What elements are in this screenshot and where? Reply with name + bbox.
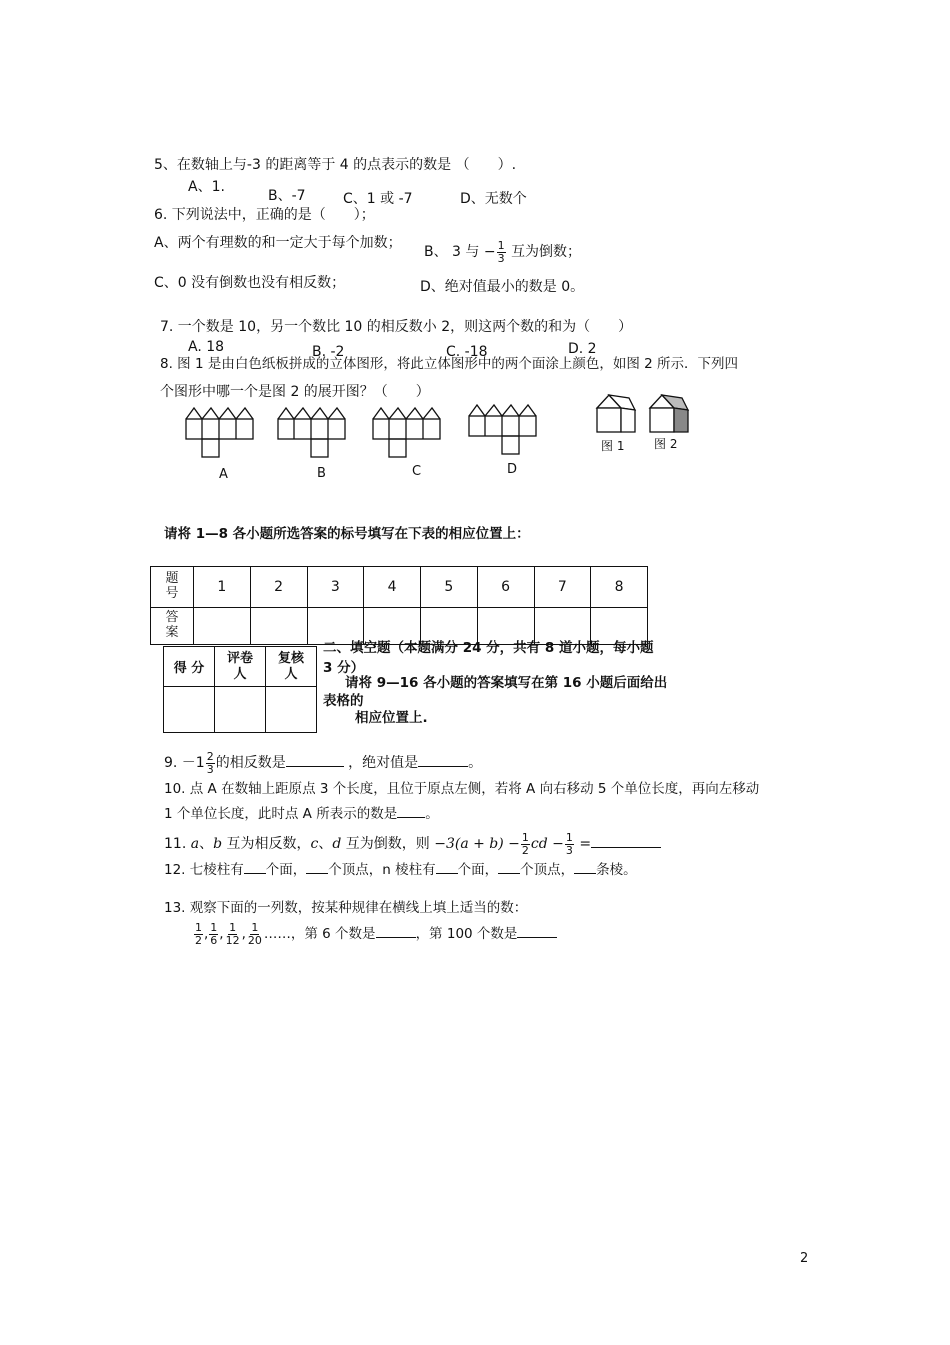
q12-blank-3[interactable]	[436, 873, 458, 874]
q6-option-a: A、两个有理数的和一定大于每个加数；	[154, 235, 402, 251]
q13-fraction: $\frac{1}{12}$	[225, 921, 240, 947]
answer-table-header-answer: 答 案	[151, 608, 194, 645]
q10-line1: 10. 点 A 在数轴上距原点 3 个长度，且位于原点左侧，若将 A 向右移动 5 个单位长度，再向左移动	[164, 781, 760, 797]
q11-half-numerator: 1	[521, 831, 529, 844]
q13-blank-6th[interactable]	[376, 937, 416, 938]
q11-var-d: d	[332, 836, 342, 853]
q8-line2: 个图形中哪一个是图 2 的展开图？（ ）	[160, 384, 430, 400]
q10-line2	[164, 808, 439, 822]
q7-option-c: C. -18	[446, 344, 488, 360]
q9-fraction	[206, 751, 215, 775]
q12-part5: 个顶点，	[520, 862, 575, 878]
answer-cell[interactable]	[364, 608, 421, 645]
q7-option-d: D. 2	[568, 341, 597, 357]
q10-end: 。	[425, 806, 439, 822]
q12-part4: 个面，	[457, 862, 499, 878]
q12-part6: 条棱。	[596, 862, 637, 878]
q11-var-a: a	[190, 836, 200, 853]
q11-sep1: 、	[199, 836, 214, 853]
q11-cd-term: cd −	[530, 836, 564, 853]
section2-line1: 二、填空题（本题满分 24 分，共有 8 道小题，每小题	[323, 640, 654, 656]
q11-third-denominator: 3	[565, 843, 573, 857]
q6-fraction-numerator: 1	[497, 239, 505, 252]
q13-stem: 13. 观察下面的一列数，按某种规律在横线上填上适当的数：	[164, 900, 528, 916]
section2-line3: 请将 9—16 各小题的答案填写在第 16 小题后面给出	[345, 675, 668, 691]
score-header: 得 分	[164, 647, 215, 687]
q9-fraction-numerator: 2	[206, 750, 214, 763]
answer-table-number: 7	[534, 567, 591, 608]
section2-line4: 表格的	[323, 693, 364, 709]
q13-ellipsis: ……，第 6 个数是	[263, 926, 376, 943]
net-figure-b	[277, 405, 352, 460]
q12-part3: 个顶点，n 棱柱有	[328, 862, 436, 878]
q10-blank[interactable]	[397, 817, 425, 818]
q11-half-denominator: 2	[521, 843, 529, 857]
answer-table-number: 4	[364, 567, 421, 608]
q12-blank-2[interactable]	[306, 873, 328, 874]
q11-var-c: c	[310, 836, 319, 853]
q11-sep2: 、	[318, 836, 333, 853]
answer-instruction: 请将 1—8 各小题所选答案的标号填写在下表的相应位置上：	[164, 526, 530, 542]
grader-header: 评卷 人	[215, 647, 266, 687]
q6-fraction	[497, 240, 506, 264]
q13-blank-100th[interactable]	[517, 937, 557, 938]
q12-blank-1[interactable]	[244, 873, 266, 874]
q9-post2: 。	[468, 755, 483, 772]
q11-text2: 互为倒数，则	[341, 836, 430, 853]
section2-line2: 3 分）	[323, 660, 365, 676]
q7-option-b: B. -2	[312, 344, 345, 360]
q7-stem: 7. 一个数是 10，另一个数比 10 的相反数小 2，则这两个数的和为（ ）	[160, 319, 633, 335]
net-label-b: B	[317, 466, 326, 481]
q12-blank-5[interactable]	[574, 873, 596, 874]
answer-table-answer-row	[151, 608, 648, 645]
q13-sequence: $\frac{1}{2}$ , $\frac{1}{6}$ , $\frac{1}{12}$ , $\frac{1}{20}$ ……，第 6 个数是 ，第 100 个数是	[193, 922, 557, 946]
score-table-header-row	[164, 647, 317, 687]
q13-fraction: $\frac{1}{6}$	[210, 921, 218, 947]
q12	[164, 864, 637, 878]
score-table	[163, 646, 317, 733]
net-label-c: C	[412, 464, 422, 479]
reviewer-cell[interactable]	[266, 687, 317, 733]
figure-1-label: 图 1	[601, 439, 625, 453]
answer-cell[interactable]	[307, 608, 364, 645]
net-figure-d	[468, 402, 543, 457]
q11-third-fraction	[565, 832, 574, 856]
answer-table-number-row	[151, 567, 648, 608]
answer-cell[interactable]	[421, 608, 478, 645]
q9	[164, 751, 482, 775]
q6-option-b-sign: −	[483, 244, 496, 261]
answer-table-number: 3	[307, 567, 364, 608]
q6-stem: 6. 下列说法中，正确的是（ ）；	[154, 207, 375, 223]
net-label-d: D	[507, 462, 518, 477]
section2-line5: 相应位置上.	[355, 710, 428, 726]
q5-option-a: A、1.	[188, 179, 225, 195]
answer-table-number: 6	[477, 567, 534, 608]
answer-cell[interactable]	[591, 608, 648, 645]
net-label-a: A	[219, 467, 228, 482]
answer-cell[interactable]	[250, 608, 307, 645]
q8-line1: 8. 图 1 是由白色纸板拼成的立体图形，将此立体图形中的两个面涂上颜色，如图 2 所示．下列四	[160, 356, 739, 372]
answer-table-number: 5	[421, 567, 478, 608]
q9-blank-opposite[interactable]	[286, 766, 344, 767]
grader-cell[interactable]	[215, 687, 266, 733]
answer-table-number: 1	[194, 567, 251, 608]
q11-prefix: 11.	[164, 836, 187, 853]
q5-option-b: B、-7	[268, 188, 306, 204]
q12-blank-4[interactable]	[498, 873, 520, 874]
q6-option-c: C、0 没有倒数也没有相反数；	[154, 275, 346, 291]
q9-blank-absolute[interactable]	[418, 766, 468, 767]
figure-2-solid	[648, 392, 693, 437]
q5-option-d: D、无数个	[460, 191, 527, 207]
q6-fraction-denominator: 3	[497, 251, 505, 265]
q6-option-b-prefix: B、 3 与	[424, 244, 480, 261]
q11-blank[interactable]	[591, 847, 661, 848]
q6-option-b	[424, 240, 581, 264]
answer-table	[150, 566, 648, 645]
figure-2-label: 图 2	[654, 437, 678, 451]
q9-fraction-denominator: 3	[206, 762, 214, 776]
q6-option-d: D、绝对值最小的数是 0。	[420, 279, 585, 295]
figure-1-solid	[595, 392, 640, 437]
q12-part2: 个面，	[265, 862, 307, 878]
answer-table-number: 8	[591, 567, 648, 608]
q9-post1: ，绝对值是	[348, 755, 419, 772]
q13-fraction: $\frac{1}{2}$	[195, 921, 202, 947]
q11-text1: 互为相反数，	[222, 836, 311, 853]
q11-third-numerator: 1	[565, 831, 573, 844]
q6-option-b-suffix: 互为倒数；	[511, 244, 582, 261]
answer-cell[interactable]	[477, 608, 534, 645]
q13-fraction: $\frac{1}{20}$	[247, 921, 262, 947]
reviewer-header: 复核 人	[266, 647, 317, 687]
q13-mid: ，第 100 个数是	[415, 926, 518, 943]
page-number: 2	[800, 1251, 809, 1266]
answer-cell[interactable]	[534, 608, 591, 645]
q10-line2-text: 1 个单位长度，此时点 A 所表示的数是	[164, 806, 398, 822]
q5-option-c: C、1 或 -7	[343, 191, 413, 207]
q9-prefix: 9. －1	[164, 755, 205, 772]
net-figure-a	[185, 405, 260, 460]
q11-expression: −3(a + b) −	[434, 836, 520, 853]
q11-var-b: b	[213, 836, 223, 853]
q11	[164, 832, 661, 856]
answer-cell[interactable]	[194, 608, 251, 645]
q9-mid: 的相反数是	[215, 755, 286, 772]
answer-table-header-number: 题 号	[151, 567, 194, 608]
score-cell[interactable]	[164, 687, 215, 733]
q12-part1: 12. 七棱柱有	[164, 862, 244, 878]
q5-stem: 5、在数轴上与-3 的距离等于 4 的点表示的数是 （ ）.	[154, 157, 517, 173]
answer-table-number: 2	[250, 567, 307, 608]
q7-option-a: A. 18	[188, 339, 225, 355]
q11-half-fraction	[521, 832, 530, 856]
score-table-entry-row	[164, 687, 317, 733]
net-figure-c	[372, 405, 447, 460]
q11-equals: =	[579, 836, 592, 853]
